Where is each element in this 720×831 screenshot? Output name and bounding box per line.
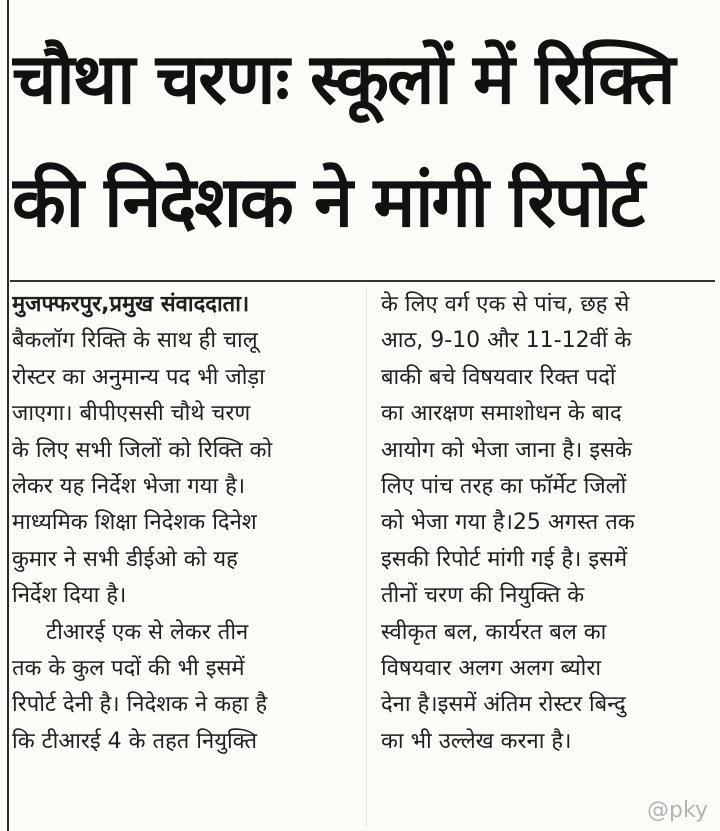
article-line: को भेजा गया है।25 अगस्त तक [381, 510, 635, 536]
article-line: जाएगा। बीपीएससी चौथे चरण [12, 401, 251, 427]
article-line: तक के कुल पदों की भी इसमें [12, 655, 245, 681]
article-line: बैकलॉग रिक्ति के साथ ही चालू [12, 328, 258, 354]
article-line: कुमार ने सभी डीईओ को यह [12, 546, 238, 572]
article-line: का आरक्षण समाशोधन के बाद [381, 401, 622, 427]
headline-line-2: की निदेशक ने मांगी रिपोर्ट [12, 161, 644, 243]
article-column-right [381, 287, 713, 760]
article-line: निर्देश दिया है। [12, 583, 127, 609]
dateline: मुजफ्फरपुर,प्रमुख संवाददाता। [12, 292, 250, 317]
watermark: @pky [647, 798, 708, 823]
article-line: का भी उल्लेख करना है। [381, 728, 572, 754]
article-line: आयोग को भेजा जाना है। इसके [381, 437, 632, 463]
article-line: के लिए सभी जिलों को रिक्ति को [12, 437, 273, 463]
article-line: विषयवार अलग अलग ब्योरा [381, 655, 602, 681]
left-border-rule [7, 0, 9, 831]
headline-divider [10, 280, 715, 282]
article-line: कि टीआरई 4 के तहत नियुक्ति [12, 728, 257, 754]
article-line: बाकी बचे विषयवार रिक्त पदों [381, 364, 616, 390]
article-line: स्वीकृत बल, कार्यरत बल का [381, 619, 607, 645]
article-line: रिपोर्ट देनी है। निदेशक ने कहा है [12, 692, 268, 718]
article-line: माध्यमिक शिक्षा निदेशक दिनेश [12, 510, 257, 536]
article-line: रोस्टर का अनुमान्य पद भी जोड़ा [12, 364, 265, 390]
article-line: आठ, 9-10 और 11-12वीं के [381, 328, 632, 354]
article-line: लेकर यह निर्देश भेजा गया है। [12, 473, 246, 499]
article-line: देना है।इसमें अंतिम रोस्टर बिन्दु [381, 692, 626, 718]
article-line: इसकी रिपोर्ट मांगी गई है। इसमें [381, 546, 628, 572]
article-line: टीआरई एक से लेकर तीन [46, 619, 249, 645]
headline-line-1: चौथा चरणः स्कूलों में रिक्ति [12, 38, 674, 120]
article-column-left [12, 287, 344, 760]
article-line: लिए पांच तरह का फॉर्मेट जिलों [381, 473, 627, 499]
article-line: के लिए वर्ग एक से पांच, छह से [381, 292, 630, 317]
article-line: तीनों चरण की नियुक्ति के [381, 583, 585, 609]
column-gutter [366, 287, 367, 827]
